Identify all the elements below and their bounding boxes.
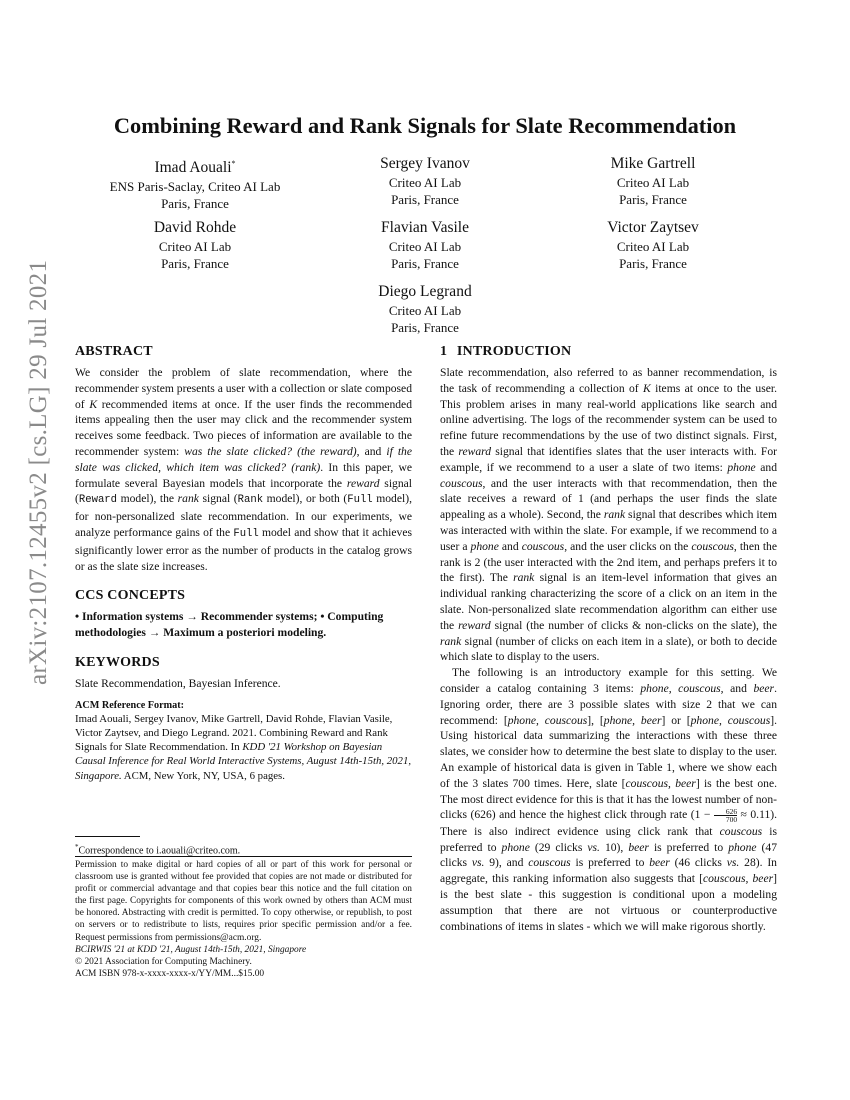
author-name: Sergey Ivanov	[380, 155, 470, 172]
author-block	[538, 218, 768, 272]
author-location: Paris, France	[161, 196, 229, 212]
author-affiliation: Criteo AI Lab	[388, 239, 462, 254]
author-block	[80, 218, 310, 272]
author-block	[310, 218, 540, 272]
author-location: Paris, France	[391, 320, 459, 335]
author-name: Victor Zaytsev	[607, 219, 699, 236]
fraction: $\frac{626}{700}$	[714, 808, 737, 824]
copyright-line: © 2021 Association for Computing Machinery.	[75, 956, 252, 967]
permission-rule	[75, 856, 412, 857]
author-name: Flavian Vasile	[381, 219, 469, 236]
isbn-line: ACM ISBN 978-x-xxxx-xxxx-x/YY/MM...$15.00	[75, 968, 265, 979]
author-name: Mike Gartrell	[610, 155, 696, 172]
author-name: Imad Aouali*	[154, 159, 236, 177]
left-column	[75, 343, 412, 783]
author-location: Paris, France	[391, 192, 459, 207]
intro-paragraph-2: The following is an introductory example for this setting. We consider a catalog containing 3 items: phone, couscous, and beer. Ignoring order, there are 3 possible slates with size 2 that we can recommend: [phone, couscous], [phone, beer] or [phone, couscous]. Using historical data summarizing the interactions with these three slates, we consider how to determine the best slate to display to the user. An example of historical data is given in Table 1, where we show each of the 3 slates 700 times. Here, slate [couscous, beer] is the best one. The most direct evidence for this is that it has the lowest number of non-clicks (626) and hence the highest click through rate (1 − $\frac{626}{700}$ ≈ 0.11). There is also indirect evidence using click rank that couscous is preferred to phone (29 clicks vs. 10), beer is preferred to phone (47 clicks vs. 9), and couscous is preferred to beer (46 clicks vs. 28). In aggregate, this ranking information also suggests that [couscous, beer] is the best slate - this suggestion is conditional upon a modeling assumption that there are not virtuous or counterproductive combinations of items in slates - which we will make rigorous shortly.	[440, 666, 778, 933]
author-affiliation: Criteo AI Lab	[616, 239, 690, 254]
right-column	[440, 343, 777, 934]
author-location: Paris, France	[391, 256, 459, 271]
introduction-heading: 1 INTRODUCTION	[440, 344, 572, 359]
author-location: Paris, France	[161, 256, 229, 271]
author-block	[538, 154, 768, 208]
keywords-heading: KEYWORDS	[75, 654, 160, 670]
arxiv-stamp: arXiv:2107.12455v2 [cs.LG] 29 Jul 2021	[25, 259, 52, 685]
ccs-heading: CCS CONCEPTS	[75, 588, 186, 604]
author-affiliation: ENS Paris-Saclay, Criteo AI Lab	[109, 179, 281, 195]
ccs-text: • Information systems → Recommender systems; • Computing methodologies → Maximum a posteriori modeling.	[75, 610, 384, 640]
permission-block	[75, 859, 412, 980]
author-name: David Rohde	[153, 219, 237, 236]
keywords-text: Slate Recommendation, Bayesian Inference.	[75, 676, 281, 690]
author-location: Paris, France	[619, 192, 687, 207]
intro-paragraph-1: Slate recommendation, also referred to as banner recommendation, is the task of recommending a collection of K items at once to the user. This problem arises in many real-world applications like search and online advertising. The logs of the recommender system can be used to refine future recommendations by the use of two distinct signals. First, the reward signal that identifies slates that the user interacts with. For example, if we recommend to a user a slate of two items: phone and couscous, and the user interacts with that recommendation, then the slate receives a reward of 1 (and perhaps the user finds the slate appealing as a whole). Second, the rank signal that describes which item was interacted with within the slate. For example, if we recommend to a user a phone and couscous, and the user clicks on the couscous, then the rank is 2 (the user interacted with the 2nd item, and perhaps prefers it to the first). The rank signal is an item-level information that gives an individual ranking characterizing the score of a click on an item in the slate. Non-personalized slate recommendation algorithm can either use the reward signal (the number of clicks & non-clicks on the slate), the rank signal (number of clicks on each item in a slate), or both to decide which slate to display to the users.	[440, 366, 778, 664]
author-affiliation: Criteo AI Lab	[616, 175, 690, 190]
author-affiliation: Criteo AI Lab	[158, 239, 232, 254]
abstract-heading: ABSTRACT	[75, 344, 153, 359]
permission-text: Permission to make digital or hard copies of all or part of this work for personal or classroom use is granted without fee provided that copies are not made or distributed for profit or commercial advantage and that copies bear this notice and the full citation on the first page. Copyrights for components of this work owned by others than ACM must be honored. Abstracting with credit is permitted. To copy otherwise, or republish, to post on servers or to redistribute to lists, requires prior specific permission and/or a fee. Request permissions from permissions@acm.org.	[75, 860, 412, 943]
acm-reference-heading: ACM Reference Format:	[75, 699, 184, 711]
author-block	[310, 282, 540, 336]
acm-reference-text: Imad Aouali, Sergey Ivanov, Mike Gartrell, David Rohde, Flavian Vasile, Victor Zaytsev, and Diego Legrand. 2021. Combining Reward and Rank Signals for Slate Recommendation. In KDD '21 Workshop on Bayesian Causal Inference for Real World Interactive Systems, August 14th-15th, 2021, Singapore. ACM, New York, NY, USA, 6 pages.	[75, 712, 412, 782]
abstract-text: We consider the problem of slate recommendation, where the recommender system presents a user with a collection or slate composed of K recommended items at once. If the user finds the recommended items appealing then the user may click and the recommender system receives some feedback. Two pieces of information are available to the recommender system: was the slate clicked? (the reward), and if the slate was clicked, which item was clicked? (rank). In this paper, we formulate several Bayesian models that incorporate the reward signal (Reward model), the rank signal (Rank model), or both (Full model), for non-personalized slate recommendation. In our experiments, we analyze performance gains of the Full model and show that it achieves significantly lower error as the number of products in the catalog grows or as the slate size increases.	[75, 366, 412, 573]
paper-title: Combining Reward and Rank Signals for Slate Recommendation	[113, 113, 737, 138]
author-name: Diego Legrand	[378, 283, 472, 300]
author-affiliation: Criteo AI Lab	[388, 303, 462, 318]
footnote: *Correspondence to i.aouali@criteo.com.	[75, 843, 241, 857]
author-block	[310, 154, 540, 208]
footnote-rule	[75, 836, 140, 837]
conference-line: BCIRWIS '21 at KDD '21, August 14th-15th, 2021, Singapore	[75, 944, 307, 955]
author-affiliation: Criteo AI Lab	[388, 175, 462, 190]
author-block	[80, 154, 310, 212]
author-location: Paris, France	[619, 256, 687, 271]
